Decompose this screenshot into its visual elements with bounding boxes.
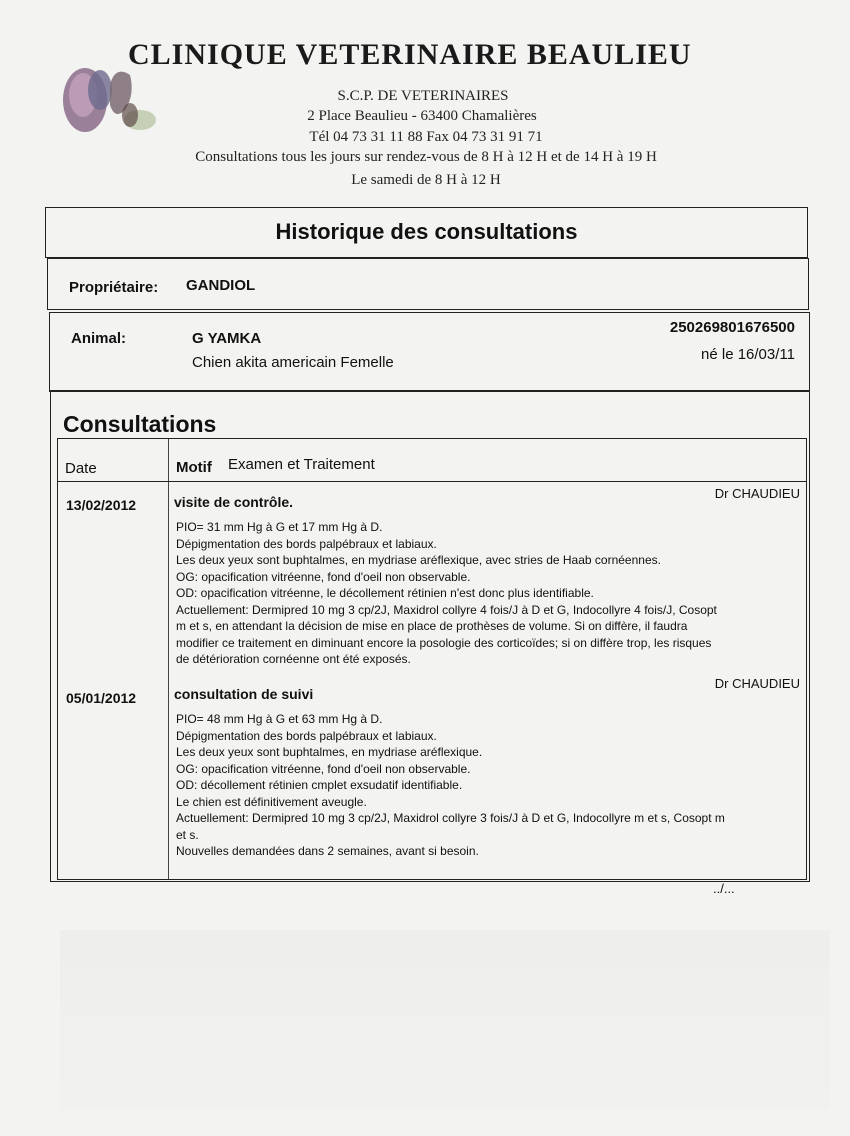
note-line: de détérioration cornéenne ont été exposés. xyxy=(176,652,411,666)
note-line: OG: opacification vitréenne, fond d'oeil non observable. xyxy=(176,569,471,584)
document-title: Historique des consultations xyxy=(275,219,578,244)
note-line: Dépigmentation des bords palpébraux et labiaux. xyxy=(176,536,437,551)
animal-box xyxy=(49,312,810,392)
note-line: OG: opacification vitréenne, fond d'oeil non observable. xyxy=(176,761,471,776)
note-line: m et s, en attendant la décision de mise en place de prothèses de volume. Si on diffère, il faudra xyxy=(176,619,688,633)
entry-notes xyxy=(176,711,806,860)
entry-motif: consultation de suivi xyxy=(174,686,314,702)
note-line: Nouvelles demandées dans 2 semaines, avant si besoin. xyxy=(176,844,479,858)
consultations-table xyxy=(57,438,807,880)
entry-date: 13/02/2012 xyxy=(66,497,137,513)
clinic-address: 2 Place Beaulieu - 63400 Chamalières xyxy=(307,108,537,124)
clinic-saturday-hours: Le samedi de 8 H à 12 H xyxy=(351,172,501,188)
note-line: et s. xyxy=(176,827,199,842)
column-header-date: Date xyxy=(65,460,97,477)
owner-box xyxy=(47,258,809,310)
column-header-motif: Motif xyxy=(176,459,212,476)
note-line: Les deux yeux sont buphtalmes, en mydriase aréflexique, avec stries de Haab cornéennes. xyxy=(176,553,661,567)
entry-notes xyxy=(176,519,806,668)
table-header xyxy=(58,439,806,482)
owner-label: Propriétaire: xyxy=(69,279,159,296)
note-line: OD: décollement rétinien cmplet exsudatif identifiable. xyxy=(176,778,463,792)
column-divider xyxy=(168,439,169,879)
entry-motif: visite de contrôle. xyxy=(174,494,294,510)
note-line: PIO= 31 mm Hg à G et 17 mm Hg à D. xyxy=(176,520,383,534)
continued-marker: ../... xyxy=(713,881,735,896)
clinic-name: CLINIQUE VETERINAIRE BEAULIEU xyxy=(128,38,692,71)
clinic-phone: Tél 04 73 31 11 88 Fax 04 73 31 91 71 xyxy=(309,129,543,145)
note-line: Actuellement: Dermipred 10 mg 3 cp/2J, Maxidrol collyre 3 fois/J à D et G, Indocollyre m et s, Cosopt m xyxy=(176,811,725,825)
entry-vet: Dr CHAUDIEU xyxy=(714,486,800,501)
note-line: Dépigmentation des bords palpébraux et labiaux. xyxy=(176,728,437,743)
note-line: PIO= 48 mm Hg à G et 63 mm Hg à D. xyxy=(176,712,383,726)
note-line: OD: opacification vitréenne, le décollement rétinien n'est donc plus identifiable. xyxy=(176,586,594,600)
animal-description: Chien akita americain Femelle xyxy=(192,354,394,371)
consultations-title: Consultations xyxy=(63,411,217,437)
clinic-subtitle: S.C.P. DE VETERINAIRES xyxy=(337,88,509,104)
note-line: Le chien est définitivement aveugle. xyxy=(176,794,367,809)
title-box xyxy=(45,207,808,258)
note-line: modifier ce traitement en diminuant encore la posologie des corticoïdes; si on diffère trop, les risques xyxy=(176,635,712,650)
note-line: Actuellement: Dermipred 10 mg 3 cp/2J, Maxidrol collyre 4 fois/J à D et G, Indocollyre 4 fois/J, Cosopt xyxy=(176,602,717,617)
animal-name: G YAMKA xyxy=(192,330,262,347)
column-header-exam: Examen et Traitement xyxy=(228,456,375,473)
clinic-hours: Consultations tous les jours sur rendez-vous de 8 H à 12 H et de 14 H à 19 H xyxy=(195,149,657,165)
animal-birth-date: né le 16/03/11 xyxy=(701,346,795,363)
animal-label: Animal: xyxy=(71,330,127,347)
animal-id-number: 250269801676500 xyxy=(669,319,795,336)
note-line: Les deux yeux sont buphtalmes, en mydriase aréflexique. xyxy=(176,745,483,759)
bleed-through-area xyxy=(60,930,830,1110)
owner-name: GANDIOL xyxy=(186,277,256,294)
entry-vet: Dr CHAUDIEU xyxy=(714,676,800,691)
entry-date: 05/01/2012 xyxy=(66,690,137,706)
